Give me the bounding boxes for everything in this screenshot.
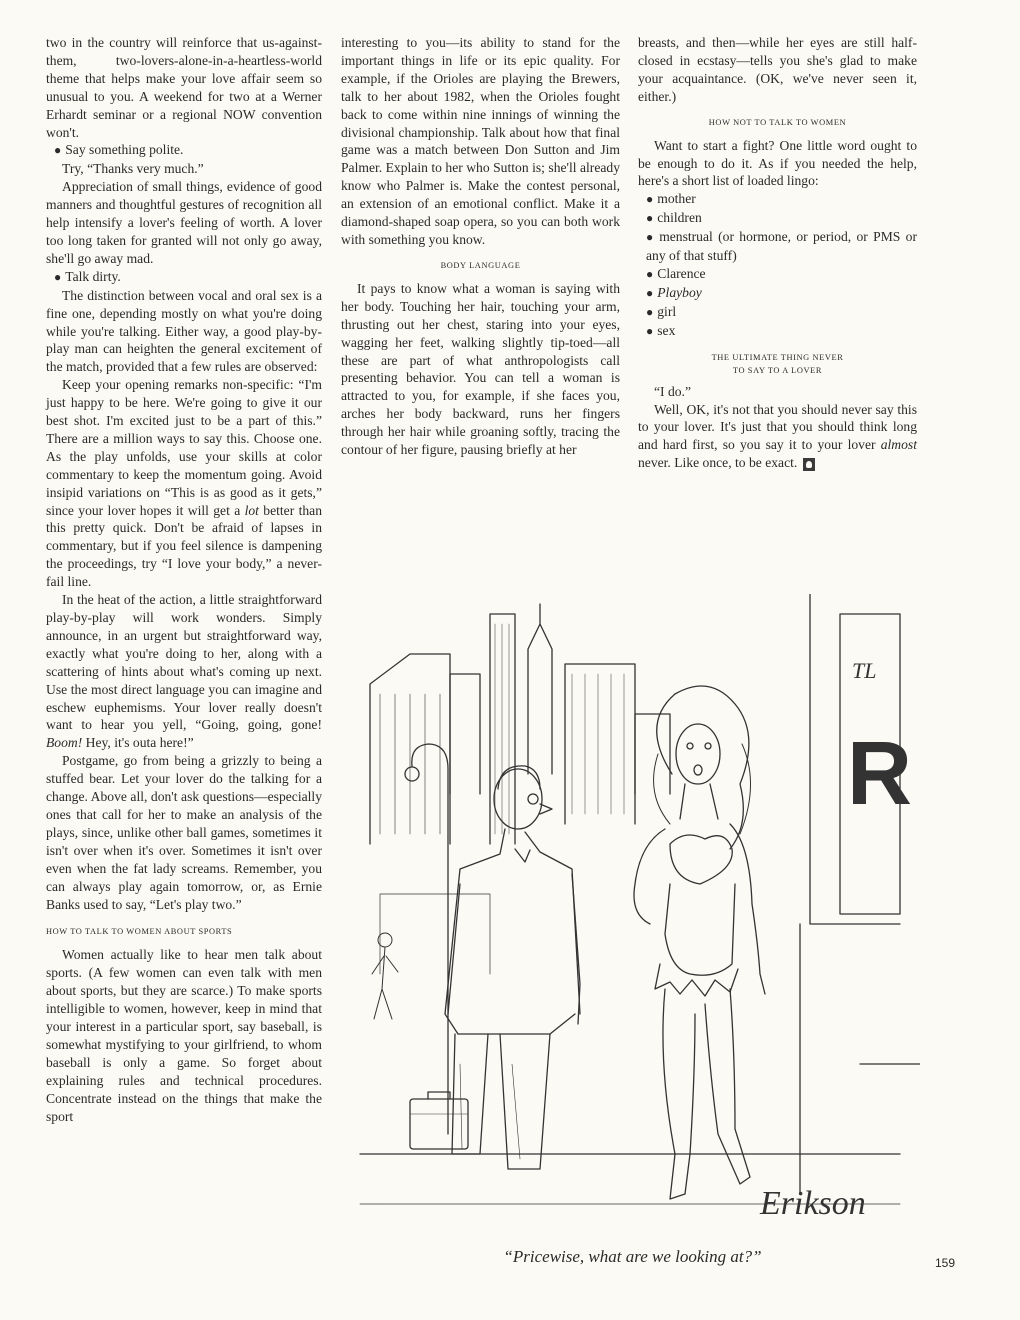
- bullet-icon: ●: [646, 304, 654, 319]
- bullet-text: Talk dirty.: [65, 268, 121, 284]
- bullet-icon: ●: [646, 323, 654, 338]
- bullet-icon: ●: [646, 266, 654, 281]
- bullet-icon: ●: [646, 230, 656, 245]
- section-heading: BODY LANGUAGE: [440, 260, 521, 270]
- street-lamp-icon: [405, 744, 448, 1134]
- emphasis: Boom!: [46, 735, 83, 751]
- list-text: children: [657, 210, 702, 226]
- bullet-icon: ●: [54, 143, 62, 158]
- briefcase-icon: [410, 1092, 468, 1149]
- paragraph: [46, 376, 322, 591]
- background-pedestrian-icon: [372, 933, 398, 1019]
- list-text: Playboy: [657, 284, 702, 300]
- list-text: menstrual (or hormone, or period, or PMS or any of that stuff): [646, 229, 917, 264]
- text-run: Hey, it's outa here!”: [82, 735, 194, 751]
- list-text: girl: [657, 303, 677, 319]
- paragraph: breasts, and then—while her eyes are still half-closed in ecstasy—tells you she's glad to make your acquaintance. (OK, we've never seen it, either.): [638, 35, 917, 104]
- section-heading: HOW NOT TO TALK TO WOMEN: [708, 117, 847, 127]
- bullet-icon: ●: [54, 269, 62, 284]
- paragraph: It pays to know what a woman is saying with her body. Touching her hair, touching your arm, thrusting out her chest, staring into your eyes, wagging her feet, walking slightly tip-toed—all these are part of what anthropologists call presenting behavior. You can tell a woman is attracted to you, for example, if she faces you, arches her body backward, runs her fingers through her hair while groaning softly, tracing the contour of her figure, pausing briefly at her: [341, 280, 620, 458]
- list-item: [646, 322, 917, 341]
- bullet-icon: ●: [646, 192, 654, 207]
- bullet-icon: ●: [646, 211, 654, 226]
- list-text: Clarence: [657, 265, 706, 281]
- bullet-icon: ●: [646, 285, 654, 300]
- text-run: never. Like once, to be exact.: [638, 455, 798, 471]
- list-text: mother: [657, 191, 696, 207]
- paragraph: Women actually like to hear men talk about sports. (A few women can even talk with men about sports, but they are scarce.) To make sports intelligible to women, however, keep in mind that your interest in a particular sport, say baseball, is somewhat mystifying to your girlfriend, to whom baseball is only a game. So forget about explaining rules and technical procedures. Concentrate instead on the things that make the sport: [46, 947, 322, 1124]
- page-number: 159: [935, 1256, 956, 1270]
- woman-figure-icon: [634, 686, 765, 1199]
- heading-line: TO SAY TO A LOVER: [732, 365, 823, 375]
- artist-signature: Erikson: [760, 1185, 866, 1222]
- paragraph: interesting to you—its ability to stand for the important things in life or its epic quality. For example, if the Orioles are playing the Brewers, talk to her about 1982, when the Orioles fought back to come within nine innings of winning the divisional championship. Talk about how that final game was a match between Don Sutton and Jim Palmer. Explain to her who Sutton is; she'll already know who Palmer is. Make the contest personal, an extension of an emotional conflict. Make it a diamond-shaped soap opera, so you can both work with something you know.: [341, 35, 620, 247]
- end-mark-icon: [803, 458, 815, 471]
- city-skyline-icon: [370, 604, 670, 974]
- list-item: [646, 190, 917, 209]
- section-heading: [638, 351, 917, 377]
- cartoon-caption: “Pricewise, what are we looking at?”: [503, 1247, 762, 1266]
- text-run: Well, OK, it's not that you should never say this to your lover. It's just that you should think long and hard first, so you say it to your lover: [638, 401, 917, 453]
- emphasis: lot: [244, 502, 259, 518]
- paragraph: Want to start a fight? One little word ought to be enough to do it. As if you needed the help, here's a short list of loaded lingo:: [638, 137, 917, 189]
- list-item: [646, 265, 917, 284]
- list-item: [646, 209, 917, 228]
- paragraph: Try, “Thanks very much.”: [62, 161, 204, 177]
- list-text: sex: [657, 322, 676, 338]
- text-run: In the heat of the action, a little straightforward play-by-play will work wonders. Simply announce, in an urgent but straightforward way, exactly what you're doing to her, along with a scattering of hints about what's coming up next. Use the most direct language you can imagine and eschew euphemisms. Your lover really doesn't want to hear you yell, “Going, going, gone!: [46, 592, 322, 733]
- emphasis: almost: [880, 437, 917, 453]
- storefront-icon: [800, 594, 920, 1194]
- list-item: [638, 228, 917, 265]
- list-item: [646, 303, 917, 322]
- paragraph: two in the country will reinforce that us-against-them, two-lovers-alone-in-a-heartless-world theme that helps make your love affair seem so unusual to you. A weekend for two at a Werner Erhardt seminar or a regional NOW convention won't.: [46, 35, 322, 140]
- paragraph: Appreciation of small things, evidence of good manners and thoughtful gestures of recognition all help intensify a lover's feeling of worth. A lover too long taken for granted will not only go away, she'll go away mad.: [46, 179, 322, 266]
- paragraph: [638, 401, 917, 473]
- paragraph: “I do.”: [654, 383, 691, 399]
- store-sign-letters: TL: [852, 658, 877, 683]
- cartoon-illustration: [340, 594, 920, 1244]
- bullet-item: [46, 268, 322, 287]
- list-item: [646, 284, 917, 303]
- section-heading: HOW TO TALK TO WOMEN ABOUT SPORTS: [46, 927, 233, 937]
- paragraph: The distinction between vocal and oral sex is a fine one, depending mostly on what you're doing while you're talking. Either way, a good play-by-play man can heighten the general excitement of the match, provided that a few rules are observed:: [46, 287, 322, 375]
- paragraph: [46, 591, 322, 752]
- bullet-text: Say something polite.: [65, 142, 184, 158]
- businessman-figure-icon: [445, 766, 580, 1169]
- column-1: [46, 34, 322, 1125]
- bullet-item: [46, 141, 322, 160]
- paragraph: Postgame, go from being a grizzly to being a stuffed bear. Let your lover do the talking for a change. Above all, don't ask questions—especially ones that call for her to make an analysis of the plays, since, unlike other ball games, sometimes it isn't over when it's over. Sometimes it isn't over even when the fat lady screams. Remember, you can always play again tomorrow, or, as Ernie Banks used to say, “Let's play two.”: [46, 753, 322, 912]
- heading-line: THE ULTIMATE THING NEVER: [711, 352, 844, 362]
- store-sign-big-letter: R: [847, 724, 912, 824]
- column-3: [638, 34, 917, 472]
- text-run: better than this pretty quick. Don't be afraid of lapses in commentary, but if you feel silence is dampening the proceedings, try “I love your body,” a never-fail line.: [46, 502, 322, 590]
- column-2: [341, 34, 620, 459]
- loaded-lingo-list: [638, 190, 917, 340]
- text-run: Keep your opening remarks non-specific: “I'm just happy to be here. We're going to give it our best shot. I'm excited just to be a part of this.” There are a million ways to say this. Choose one. As the play unfolds, use your skills at color commentary to keep the momentum going. Avoid insipid variations on “This is as good as it gets,” since your lover hopes it will get a: [46, 377, 322, 518]
